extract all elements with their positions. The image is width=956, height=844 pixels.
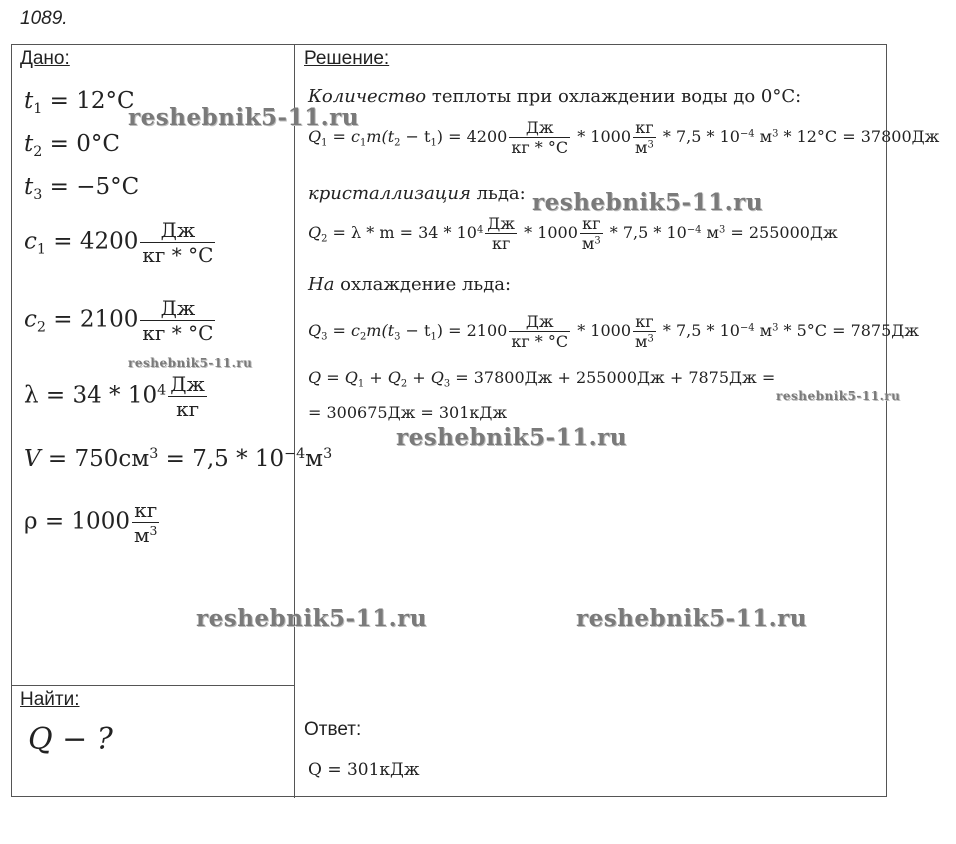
given-c2-unit-num: Дж <box>140 296 215 321</box>
problem-number: 1089. <box>20 8 68 29</box>
answer-header: Ответ: <box>304 719 362 740</box>
answer-value: Q = 301кДж <box>308 760 420 780</box>
given-volume: $V = 750см^3 = 7,5 * 10^{-4}м^3$ <box>24 446 333 472</box>
given-t2-value: 0°C <box>76 131 120 157</box>
given-rho-unit-num: кг <box>132 498 159 523</box>
watermark: reshebnik5-11.ru <box>776 389 901 403</box>
given-volume-unit: м <box>305 446 324 472</box>
formula-q3: $Q_3 = c_2m(t_3 - t_1) = 2100$ $\frac{Дж}{кг * ^\circ C}$ * 1000 $\frac{кг}{м^3}$ * $7,5 * 10^{-4}$ $м^3 * 5^\circ C = 7875Дж$ <box>308 312 920 351</box>
given-volume-a: 750см <box>74 446 150 472</box>
formula-total: = 300675Дж = 301кДж <box>308 403 508 422</box>
given-c1-unit-num: Дж <box>140 218 215 243</box>
given-t1-value: 12°C <box>76 88 135 114</box>
solution-header: Решение: <box>304 48 390 69</box>
given-t1: $t_1 = 12^\circ C$ <box>24 88 135 117</box>
given-c2: $c_2 = 2100$ $\frac{Дж}{кг * ^\circ C}$ <box>24 296 214 345</box>
find-value: Q − ? <box>28 722 113 757</box>
find-divider <box>11 685 295 686</box>
given-lambda-unit-num: Дж <box>170 372 205 396</box>
watermark: reshebnik5-11.ru <box>396 424 627 451</box>
given-t3: $t_3 = -5^\circ C$ <box>24 174 140 203</box>
given-c1-unit-den: кг * °C <box>142 243 214 267</box>
given-rho: ρ = 1000 $\frac{кг}{м^3}$ <box>24 498 158 547</box>
given-t3-value: −5°C <box>76 174 140 200</box>
formula-q1: $Q_1 = c_1m(t_2 - t_1) = 4200$ $\frac{Дж}{кг * ^\circ C}$ * 1000 $\frac{кг}{м^3}$ * $7,5 * 10^{-4}$ $м^3 * 12^\circ C = 37800Дж$ <box>308 118 940 157</box>
watermark: reshebnik5-11.ru <box>128 356 253 370</box>
given-lambda-exp: 4 <box>157 382 167 399</box>
given-lambda: $\lambda = 34 * 10^4$ $\frac{Дж}{кг}$ <box>24 372 205 421</box>
given-rho-unit-den: $м^3$ <box>133 523 158 547</box>
caption-water-cooling: Количество теплоты при охлаждении воды до 0°C: <box>308 86 802 107</box>
given-volume-exp: −4 <box>284 446 306 463</box>
given-lambda-coef: 34 * 10 <box>72 382 158 409</box>
given-c1: $c_1 = 4200$ $\frac{Дж}{кг * ^\circ C}$ <box>24 218 214 267</box>
watermark: reshebnik5-11.ru <box>128 104 359 131</box>
caption-crystallization: кристаллизация льда: <box>308 183 526 204</box>
given-volume-b: 7,5 * 10 <box>192 446 285 472</box>
given-t2: $t_2 = 0^\circ C$ <box>24 131 120 160</box>
given-c2-unit-den: кг * °C <box>142 321 214 345</box>
caption-ice-cooling: На охлаждение льда: <box>308 274 512 295</box>
formula-sum: $Q = Q_1 + Q_2 + Q_3 = 37800Дж + 255000Дж + 7875Дж$ = <box>308 368 776 390</box>
watermark: reshebnik5-11.ru <box>196 605 427 632</box>
given-header: Дано: <box>20 48 70 69</box>
given-c2-value: 2100 <box>79 306 139 333</box>
watermark: reshebnik5-11.ru <box>532 189 763 216</box>
watermark: reshebnik5-11.ru <box>576 605 807 632</box>
formula-q2: $Q_2 = \lambda * m = 34 * 10^4$ $\frac{Дж}{кг}$ * 1000 $\frac{кг}{м^3}$ * $7,5 * 10^{-4}$ $м^3 = 255000Дж$ <box>308 214 838 253</box>
given-c1-value: 4200 <box>79 228 139 255</box>
find-header: Найти: <box>20 689 80 710</box>
given-lambda-unit-den: кг <box>176 397 200 421</box>
given-rho-value: 1000 <box>71 508 130 535</box>
